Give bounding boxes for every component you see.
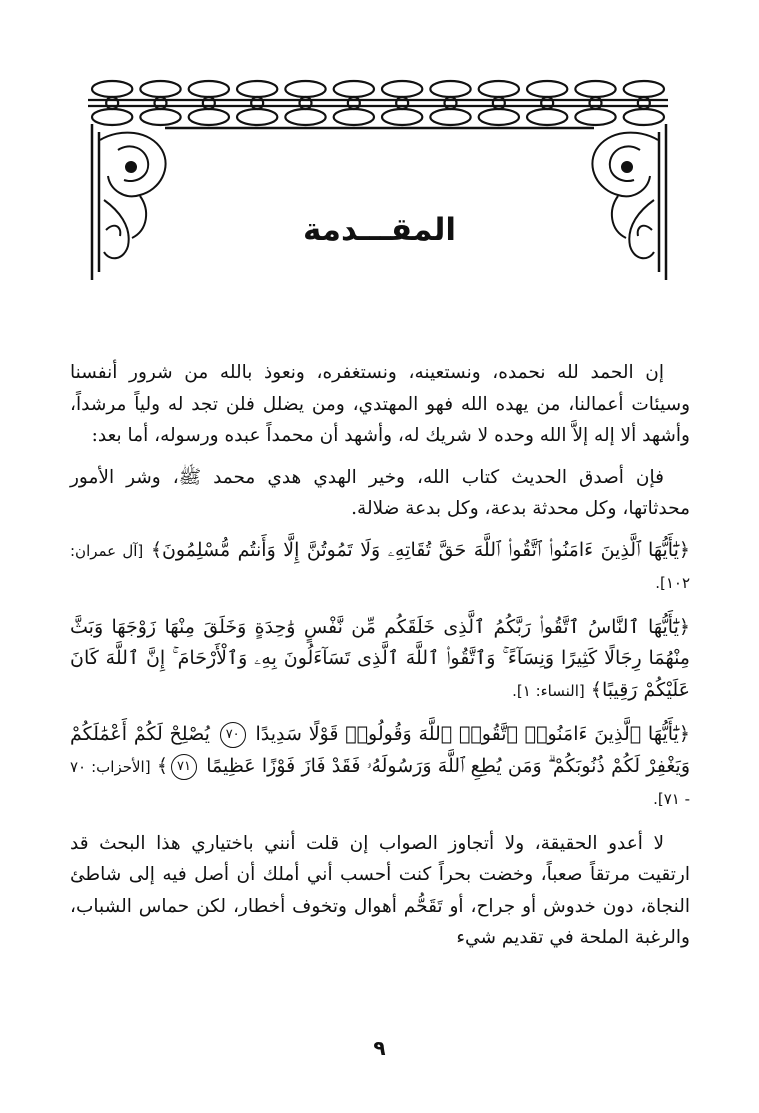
chain-loop bbox=[237, 109, 277, 125]
chain-ring bbox=[493, 97, 505, 109]
closing-paragraph: لا أعدو الحقيقة، ولا أتجاوز الصواب إن قلت أنني باختياري هذا البحث قد ارتقيت مرتقاً صعباً، وخضت بحراً كنت أحسب أني أملك أن أصل فيه إلى شاطئ النجاة، دون خدوش أو جراح، أو تَقَحُّم أهوال وتخوف أخطار، لكن حماس الشباب، والرغبة الملحة في تقديم شيء bbox=[70, 832, 690, 948]
chain-ring bbox=[106, 97, 118, 109]
chain-loop bbox=[624, 109, 664, 125]
ornamental-header-frame bbox=[0, 0, 759, 300]
verse-close-bracket: ﴾ bbox=[156, 754, 168, 777]
ayah-number-marker: ٧١ bbox=[171, 754, 197, 780]
verse-an-nisa bbox=[70, 612, 690, 708]
opening-paragraph: إن الحمد لله نحمده، ونستعينه، ونستغفره، ونعوذ بالله من شرور أنفسنا وسيئات أعمالنا، من يهده الله فهو المهتدي، ومن يضلل فلن تجد له ولياً مرشداً، وأشهد ألا إله إلاَّ الله وحده لا شريك له، وأشهد أن محمداً عبده ورسوله، أما بعد: bbox=[70, 362, 690, 446]
verse-citation: [آل عمران: ١٠٢]. bbox=[70, 541, 690, 592]
page-title: المقـــدمة bbox=[302, 212, 457, 248]
chain-loop bbox=[285, 81, 325, 97]
verse-citation: [النساء: ١]. bbox=[512, 681, 585, 700]
verse-al-ahzab bbox=[70, 719, 690, 816]
chain-loop bbox=[527, 81, 567, 97]
chain-loop bbox=[334, 81, 374, 97]
chain-ring bbox=[251, 97, 263, 109]
chain-ring bbox=[396, 97, 408, 109]
chain-loop bbox=[382, 109, 422, 125]
chain-loop bbox=[575, 81, 615, 97]
chain-ring bbox=[445, 97, 457, 109]
verse-text: يَٰٓأَيُّهَا ٱلَّذِينَ ءَامَنُوا۟ ٱتَّقُوا۟ ٱللَّهَ حَقَّ تُقَاتِهِۦ وَلَا تَمُوتُنَّ إِلَّا وَأَنتُم مُّسْلِمُونَ bbox=[161, 538, 679, 561]
chain-ring bbox=[155, 97, 167, 109]
chain-loop bbox=[430, 109, 470, 125]
chain-loop bbox=[479, 81, 519, 97]
chain-loop bbox=[575, 109, 615, 125]
chain-ring bbox=[203, 97, 215, 109]
verse-open-bracket: ﴿ bbox=[678, 723, 690, 745]
verse-al-imran bbox=[70, 535, 690, 600]
hadith-paragraph: فإن أصدق الحديث كتاب الله، وخير الهدي هدي محمد ﷺ، وشر الأمور محدثاتها، وكل محدثة بدعة، وكل بدعة ضلالة. bbox=[70, 466, 690, 519]
chain-loop bbox=[285, 109, 325, 125]
verse-close-bracket: ﴾ bbox=[150, 538, 162, 561]
chain-loop bbox=[430, 81, 470, 97]
chain-ring bbox=[590, 97, 602, 109]
chain-loop bbox=[382, 81, 422, 97]
chain-loop bbox=[237, 81, 277, 97]
chain-ring bbox=[300, 97, 312, 109]
chain-ring bbox=[541, 97, 553, 109]
verse-text: يَٰٓأَيُّهَا ٱلنَّاسُ ٱتَّقُوا۟ رَبَّكُمُ ٱلَّذِى خَلَقَكُم مِّن نَّفْسٍ وَٰحِدَةٍ وَخَلَقَ مِنْهَا زَوْجَهَا وَبَثَّ مِنْهُمَا رِجَالًا كَثِيرًا وَنِسَآءً ۚ وَٱتَّقُوا۟ ٱللَّهَ ٱلَّذِى تَسَآءَلُونَ بِهِۦ وَٱلْأَرْحَامَ ۚ إِنَّ ٱللَّهَ كَانَ عَلَيْكُمْ رَقِيبًا bbox=[70, 615, 690, 701]
verse-text: يُصْلِحْ لَكُمْ أَعْمَٰلَكُمْ وَيَغْفِرْ لَكُمْ ذُنُوبَكُمْ ۗ وَمَن يُطِعِ ٱللَّهَ وَرَسُولَهُۥ فَقَدْ فَازَ فَوْزًا عَظِيمًا bbox=[70, 723, 691, 777]
chain-ring bbox=[638, 97, 650, 109]
chain-loop bbox=[140, 109, 180, 125]
chain-loop bbox=[334, 109, 374, 125]
main-text bbox=[70, 357, 690, 964]
page-number: ٩ bbox=[373, 1036, 386, 1060]
chain-loop bbox=[92, 81, 132, 97]
chain-loop bbox=[479, 109, 519, 125]
chain-loop bbox=[189, 81, 229, 97]
chain-loop bbox=[140, 81, 180, 97]
chain-loop bbox=[527, 109, 567, 125]
chain-loop bbox=[189, 109, 229, 125]
verse-citation: [الأحزاب: ٧٠ - ٧١]. bbox=[70, 757, 690, 808]
chain-ring bbox=[348, 97, 360, 109]
chain-loop bbox=[92, 109, 132, 125]
verse-open-bracket: ﴿ bbox=[678, 538, 691, 561]
verse-open-bracket: ﴿ bbox=[678, 615, 690, 638]
verse-close-bracket: ﴾ bbox=[590, 678, 602, 701]
verse-text: يَٰٓأَيُّهَا ٱلَّذِينَ ءَامَنُوا۟ ٱتَّقُوا۟ ٱللَّهَ وَقُولُوا۟ قَوْلًا سَدِيدًا bbox=[255, 723, 679, 745]
chain-loop bbox=[624, 81, 664, 97]
ayah-number-marker: ٧٠ bbox=[220, 722, 246, 748]
